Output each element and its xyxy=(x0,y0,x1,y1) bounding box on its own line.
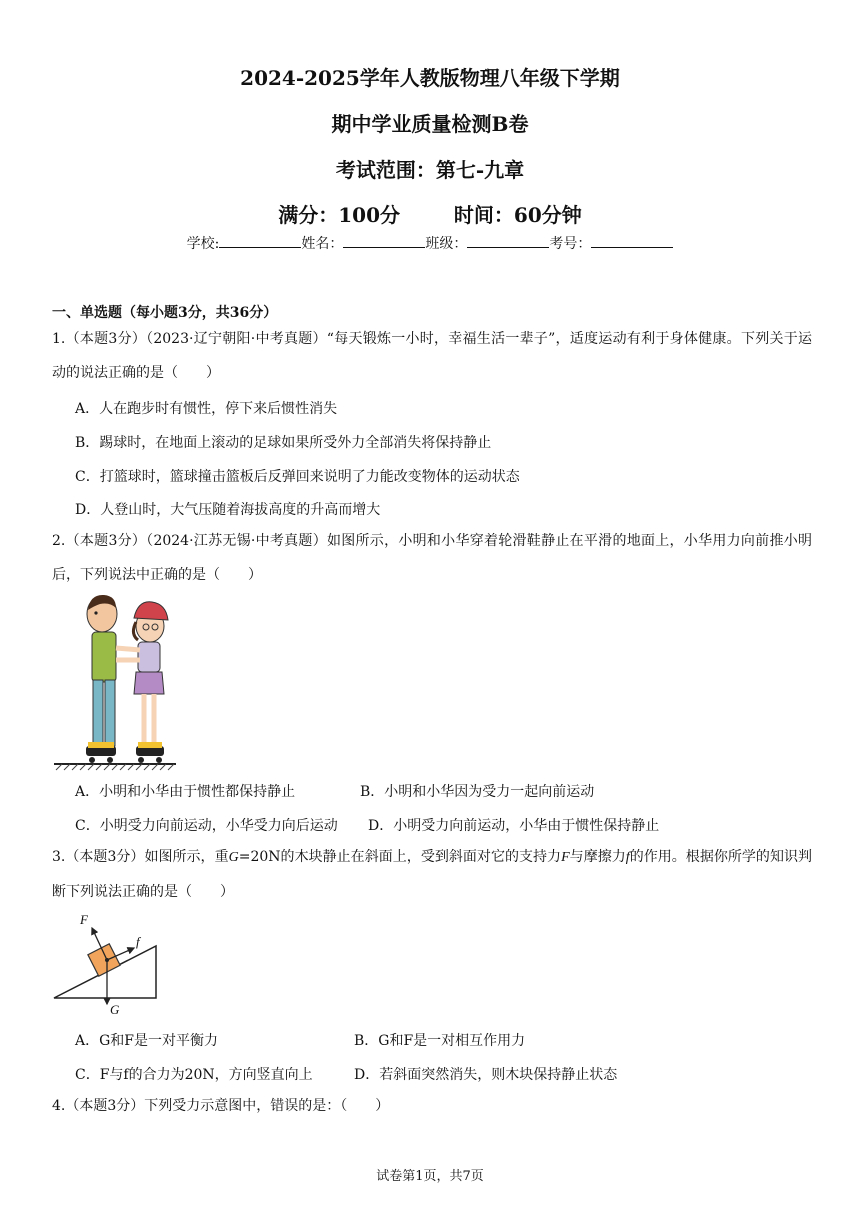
q1-option-c: C．打篮球时，篮球撞击篮板后反弹回来说明了力能改变物体的运动状态 xyxy=(75,469,520,485)
label-F: F xyxy=(80,912,88,927)
full-score: 满分：100分 xyxy=(278,203,400,227)
name-blank[interactable] xyxy=(343,235,425,248)
exam-no-blank[interactable] xyxy=(591,235,673,248)
question-4-stem: 4.（本题3分）下列受力示意图中，错误的是：（ ） xyxy=(52,1098,390,1114)
exam-title-line1: 2024-2025学年人教版物理八年级下学期 xyxy=(240,66,620,90)
exam-scope: 考试范围：第七-九章 xyxy=(335,158,525,182)
q1-option-b: B．踢球时，在地面上滚动的足球如果所受外力全部消失将保持静止 xyxy=(75,435,492,451)
q3-option-d: D．若斜面突然消失，则木块保持静止状态 xyxy=(354,1067,618,1083)
school-label: 学校: xyxy=(186,236,220,252)
class-blank[interactable] xyxy=(467,235,549,248)
student-info-line xyxy=(0,233,860,253)
wooden-block xyxy=(88,944,120,976)
exam-title-line2: 期中学业质量检测B卷 xyxy=(331,112,529,136)
name-label: 姓名： xyxy=(301,236,344,252)
class-label: 班级： xyxy=(425,236,468,252)
skaters-figure xyxy=(52,590,182,772)
q2-option-d: D．小明受力向前运动，小华由于惯性保持静止 xyxy=(368,818,660,834)
q2-option-a: A．小明和小华由于惯性都保持静止 xyxy=(75,784,296,800)
score-time-line xyxy=(0,199,860,228)
incline-figure xyxy=(52,908,164,1016)
q3-option-a: A．G和F是一对平衡力 xyxy=(75,1033,219,1049)
exam-no-label: 考号： xyxy=(549,236,592,252)
girl-figure xyxy=(116,602,168,763)
boy-figure xyxy=(86,595,117,763)
label-f: f xyxy=(136,934,140,949)
q2-option-b: B．小明和小华因为受力一起向前运动 xyxy=(360,784,595,800)
question-3-stem: 3.（本题3分）如图所示，重G=20N的木块静止在斜面上，受到斜面对它的支持力F与摩擦力f的作用。根据你所学的知识判断下列说法正确的是（ ） xyxy=(52,849,813,900)
page-number: 试卷第1页，共7页 xyxy=(376,1169,484,1184)
q1-option-a: A．人在跑步时有惯性，停下来后惯性消失 xyxy=(75,401,338,417)
q3-option-c: C．F与f的合力为20N，方向竖直向上 xyxy=(75,1067,313,1083)
q3-option-b: B．G和F是一对相互作用力 xyxy=(354,1033,526,1049)
school-blank[interactable] xyxy=(219,235,301,248)
question-2-stem: 2.（本题3分）（2024·江苏无锡·中考真题）如图所示，小明和小华穿着轮滑鞋静止在平滑的地面上，小华用力向前推小明后，下列说法中正确的是（ ） xyxy=(52,533,812,583)
q2-option-c: C．小明受力向前运动，小华受力向后运动 xyxy=(75,818,338,834)
q1-option-d: D．人登山时，大气压随着海拔高度的升高而增大 xyxy=(75,502,381,518)
label-G: G xyxy=(110,1002,120,1016)
question-1-stem: 1.（本题3分）（2023·辽宁朝阳·中考真题）“每天锻炼一小时，幸福生活一辈子”，适度运动有利于身体健康。下列关于运动的说法正确的是（ ） xyxy=(52,331,812,381)
exam-time: 时间：60分钟 xyxy=(453,203,582,227)
section-title: 一、单选题（每小题3分，共36分） xyxy=(52,305,278,321)
